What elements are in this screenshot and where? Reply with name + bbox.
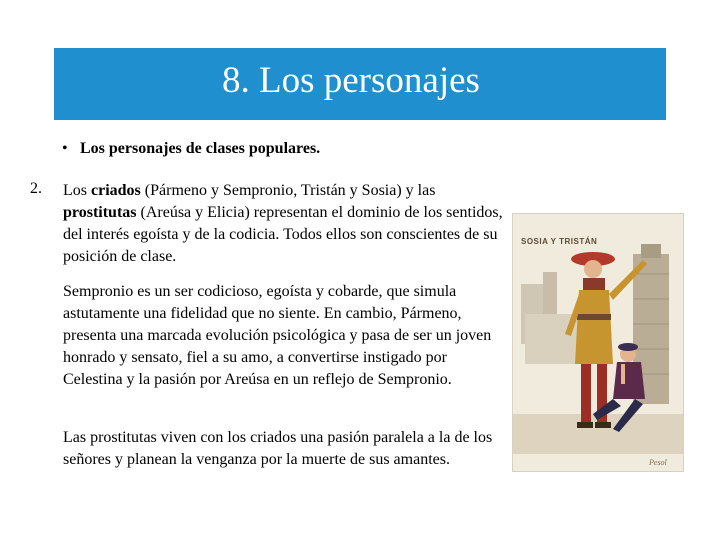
illustration-signature: Pesol: [649, 458, 667, 467]
slide-title: 8. Los personajes: [222, 60, 480, 101]
subtitle-text: Los personajes de clases populares.: [80, 140, 321, 157]
illustration-sosia-tristan: [512, 213, 684, 472]
bullet-icon: •: [62, 140, 68, 157]
paragraph1-text-a: Los: [63, 182, 91, 199]
illustration-caption: SOSIA Y TRISTÁN: [521, 237, 598, 246]
subtitle-bullet-line: [62, 140, 320, 158]
paragraph-prostitutas: Las prostitutas viven con los criados una pasión paralela a la de los señores y planean la venganza por la muerte de sus amantes.: [63, 429, 493, 468]
term-prostitutas: prostitutas: [63, 204, 137, 221]
term-criados: criados: [91, 182, 141, 199]
paragraph1-text-c: (Areúsa y Elicia) representan el dominio de los sentidos, del interés egoísta y de la codicia. Todos ellos son conscientes de su posición de clase.: [63, 204, 503, 265]
paragraph-criados: [63, 180, 503, 268]
paragraph-sempronio: Sempronio es un ser codicioso, egoísta y cobarde, que simula astutamente una fidelidad que no siente. En cambio, Pármeno, presenta una marcada evolución psicológica y pasa de ser un joven honrado y sensato, fiel a su amo, a convertirse instigado por Celestina y la pasión por Areúsa en un reflejo de Sempronio.: [63, 283, 492, 388]
paragraph1-text-b: (Pármeno y Sempronio, Tristán y Sosia) y las: [140, 182, 436, 199]
item-number: 2.: [30, 180, 42, 197]
illustration-drawing: [513, 214, 683, 471]
